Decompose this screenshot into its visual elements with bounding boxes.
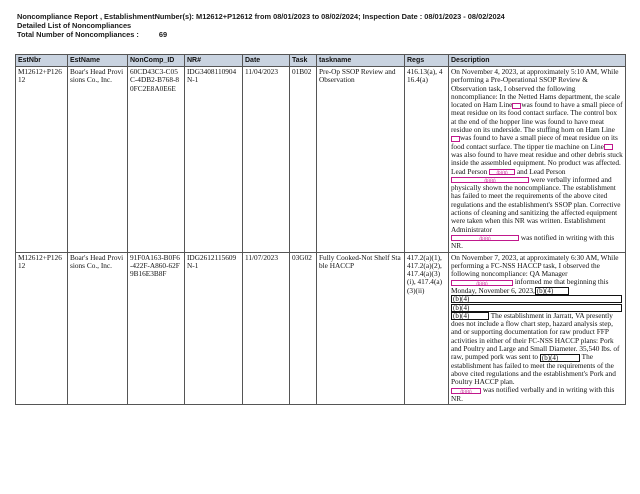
cell-nr: IDG3408110904N-1 xyxy=(185,67,243,253)
cell-date: 11/04/2023 xyxy=(243,67,290,253)
col-header-regs: Regs xyxy=(405,55,449,67)
col-header-estname: EstName xyxy=(68,55,128,67)
col-header-date: Date xyxy=(243,55,290,67)
col-header-taskname: taskname xyxy=(317,55,405,67)
noncompliance-table xyxy=(15,54,626,405)
cell-task: 03G02 xyxy=(290,252,317,405)
total-label: Total Number of Noncompliances : xyxy=(17,30,139,40)
cell-nr: IDG2612115609N-1 xyxy=(185,252,243,405)
cell-taskname: Fully Cooked-Not Shelf Stable HACCP xyxy=(317,252,405,405)
redaction-box: (b)(6) xyxy=(451,280,513,286)
description-text: was also found to have meat residue and other debris stuck inside the assembled equipment. No product was affected. Lead Person xyxy=(451,149,623,176)
cell-estname: Boar's Head Provisions Co., Inc. xyxy=(68,252,128,405)
redaction-box: (b)(6) xyxy=(451,388,481,394)
total-noncompliances xyxy=(17,30,505,39)
col-header-task: Task xyxy=(290,55,317,67)
header-row xyxy=(16,55,626,67)
table-row xyxy=(16,67,626,253)
cell-estnbr: M12612+P12612 xyxy=(16,252,68,405)
description-text: On November 7, 2023, at approximately 6:30 AM, While performing a FC-NSS HACCP task, I observed the following noncompliance: QA Manager xyxy=(451,252,619,279)
redaction-box-b4: (b)(4) xyxy=(451,312,489,320)
cell-estnbr: M12612+P12612 xyxy=(16,67,68,253)
col-header-nr: NR# xyxy=(185,55,243,67)
cell-description xyxy=(449,252,626,405)
cell-regs: 416.13(a), 416.4(a) xyxy=(405,67,449,253)
redaction-box-b4: (b)(4) xyxy=(535,287,569,295)
cell-noncomp-id: 91F0A163-B0F6-422F-A860-62F9B16E3B8F xyxy=(128,252,185,405)
description-text: informed me that beginning this Monday, November 6, 2023, xyxy=(451,277,609,295)
redaction-box: (b)(6) xyxy=(451,177,529,183)
report-header xyxy=(17,12,505,40)
cell-date: 11/07/2023 xyxy=(243,252,290,405)
col-header-noncomp-id: NonComp_ID xyxy=(128,55,185,67)
redaction-box-b4: (b)(4) xyxy=(451,295,622,303)
description-text: On November 4, 2023, at approximately 5:10 AM, While performing a Pre-Operational SSOP Review & Observation task, I observed the following noncompliance: In the Netted Hams department, the scale located on Ham Line xyxy=(451,67,620,110)
cell-noncomp-id: 60CD43C3-C05C-4DB2-B768-80FC2E8A0E6E xyxy=(128,67,185,253)
description-text: were verbally informed and physically shown the noncompliance. The establishment has failed to meet the requirements of the above cited regulations and the establishment's SSOP plan. Corrective actions of cleaning and sanitizing the affected equipment were taken when this NR was written. Establishment Administrator xyxy=(451,174,621,234)
cell-regs: 417.2(a)(1), 417.2(a)(2), 417.4(a)(3)(i), 417.4(a)(3)(ii) xyxy=(405,252,449,405)
description-text: was notified verbally and in writing with this NR. xyxy=(451,385,615,403)
total-count: 69 xyxy=(158,30,168,40)
redaction-box: (b)(6) xyxy=(451,235,519,241)
description-text: The establishment has failed to meet the requirements of the above cited regulations and the establishment's Pork and Poultry HACCP plan. xyxy=(451,352,616,387)
cell-description xyxy=(449,67,626,253)
redaction-box-b4: (b)(4) xyxy=(540,354,580,362)
redaction-box-b4: (b)(4) xyxy=(451,304,622,312)
report-title: Noncompliance Report , EstablishmentNumber(s): M12612+P12612 from 08/01/2023 to 08/02/2024; Inspection Date : 08/01/2023 - 08/02/2024 xyxy=(17,12,505,21)
col-header-description: Description xyxy=(449,55,626,67)
table-row xyxy=(16,252,626,405)
cell-task: 01B02 xyxy=(290,67,317,253)
description-text: The establishment in Jarratt, VA presently does not include a flow chart step, hazard analysis step, and or supporting documentation for raw product FFP activities in either of their FC-NSS HACCP plans: Pork and Poultry and Large and Small Diameter. 35,540 lbs. of raw, pumped pork was sent to xyxy=(451,310,620,362)
description-text: was notified in writing with this NR. xyxy=(451,232,615,251)
redaction-box: (b)(6) xyxy=(489,169,515,175)
cell-taskname: Pre-Op SSOP Review and Observation xyxy=(317,67,405,253)
description-text: was found to have a small piece of meat residue on its food contact surface. The tipper tie machine on Line xyxy=(451,133,618,151)
description-text: and Lead Person xyxy=(516,166,566,176)
description-text: was found to have a small piece of meat residue on its food contact surface. The control box at the end of the hopper line was found to have meat residue on its underside. The stuffing horn on Ham Line xyxy=(451,100,623,135)
col-header-estnbr: EstNbr xyxy=(16,55,68,67)
report-subtitle: Detailed List of Noncompliances xyxy=(17,21,132,31)
cell-estname: Boar's Head Provisions Co., Inc. xyxy=(68,67,128,253)
